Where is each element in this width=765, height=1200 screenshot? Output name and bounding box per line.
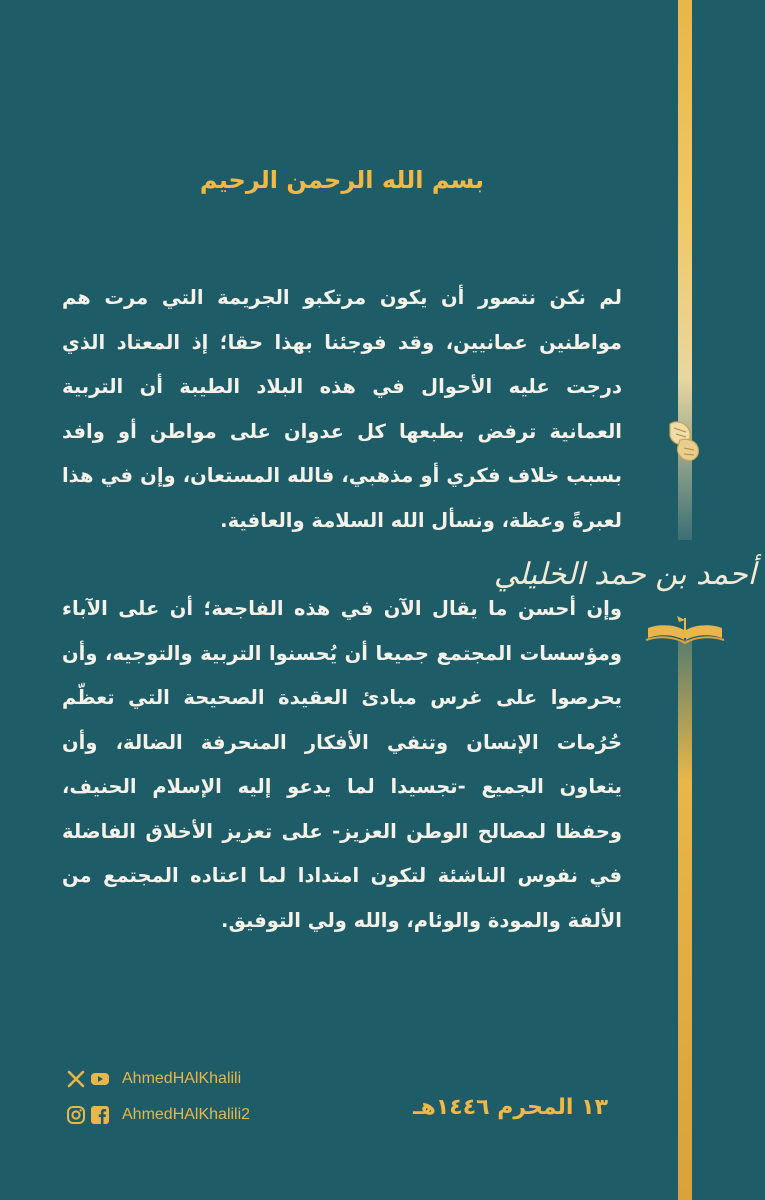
x-icon[interactable] <box>66 1069 86 1089</box>
hijri-date: ١٣ المحرم ١٤٤٦هـ <box>413 1095 608 1120</box>
handle-secondary[interactable]: AhmedHAlKhalili2 <box>122 1106 251 1123</box>
signature: أحمد بن حمد الخليلي <box>493 557 756 592</box>
facebook-icon[interactable] <box>90 1105 110 1125</box>
youtube-icon[interactable] <box>90 1069 110 1089</box>
social-row-secondary[interactable] <box>66 1102 316 1128</box>
main-content <box>62 160 622 943</box>
paragraph-2: وإن أحسن ما يقال الآن في هذه الفاجعة؛ أن على الآباء ومؤسسات المجتمع جميعا أن يُحسنوا التربية والتوجيه، وأن يحرصوا على غرس مبادئ العقيدة الصحيحة التي تعظّم حُرُمات الإنسان وتنفي الأفكار المنحرفة الضالة، وأن يتعاون الجميع -تجسيدا لما يدعو إليه الإسلام الحنيف، وحفظا لمصالح الوطن العزيز- على تعزيز الأخلاق الفاضلة في نفوس الناشئة لتكون امتدادا لما اعتاده المجتمع من الألفة والمودة والوئام، والله ولي التوفيق. <box>62 597 622 932</box>
basmala-title: بسم الله الرحمن الرحيم <box>199 166 485 194</box>
gold-rail-bottom <box>678 640 692 1200</box>
hands-icon <box>664 410 704 470</box>
social-row-primary[interactable] <box>66 1066 316 1092</box>
book-icon <box>644 612 726 646</box>
handle-primary[interactable]: AhmedHAlKhalili <box>122 1070 242 1087</box>
paragraph-1: لم نكن نتصور أن يكون مرتكبو الجريمة التي مرت هم مواطنين عمانيين، وقد فوجئنا بهذا حقا؛ إذ المعتاد الذي درجت عليه الأحوال في هذه البلاد الطيبة أن التربية العمانية ترفض بطبعها كل عدوان على مواطن أو وافد بسبب خلاف فكري أو مذهبي، فالله المستعان، وإن في هذا لعبرةً وعظة، ونسأل الله السلامة والعافية. <box>62 286 622 532</box>
instagram-icon[interactable] <box>66 1105 86 1125</box>
social-links <box>66 1066 316 1138</box>
